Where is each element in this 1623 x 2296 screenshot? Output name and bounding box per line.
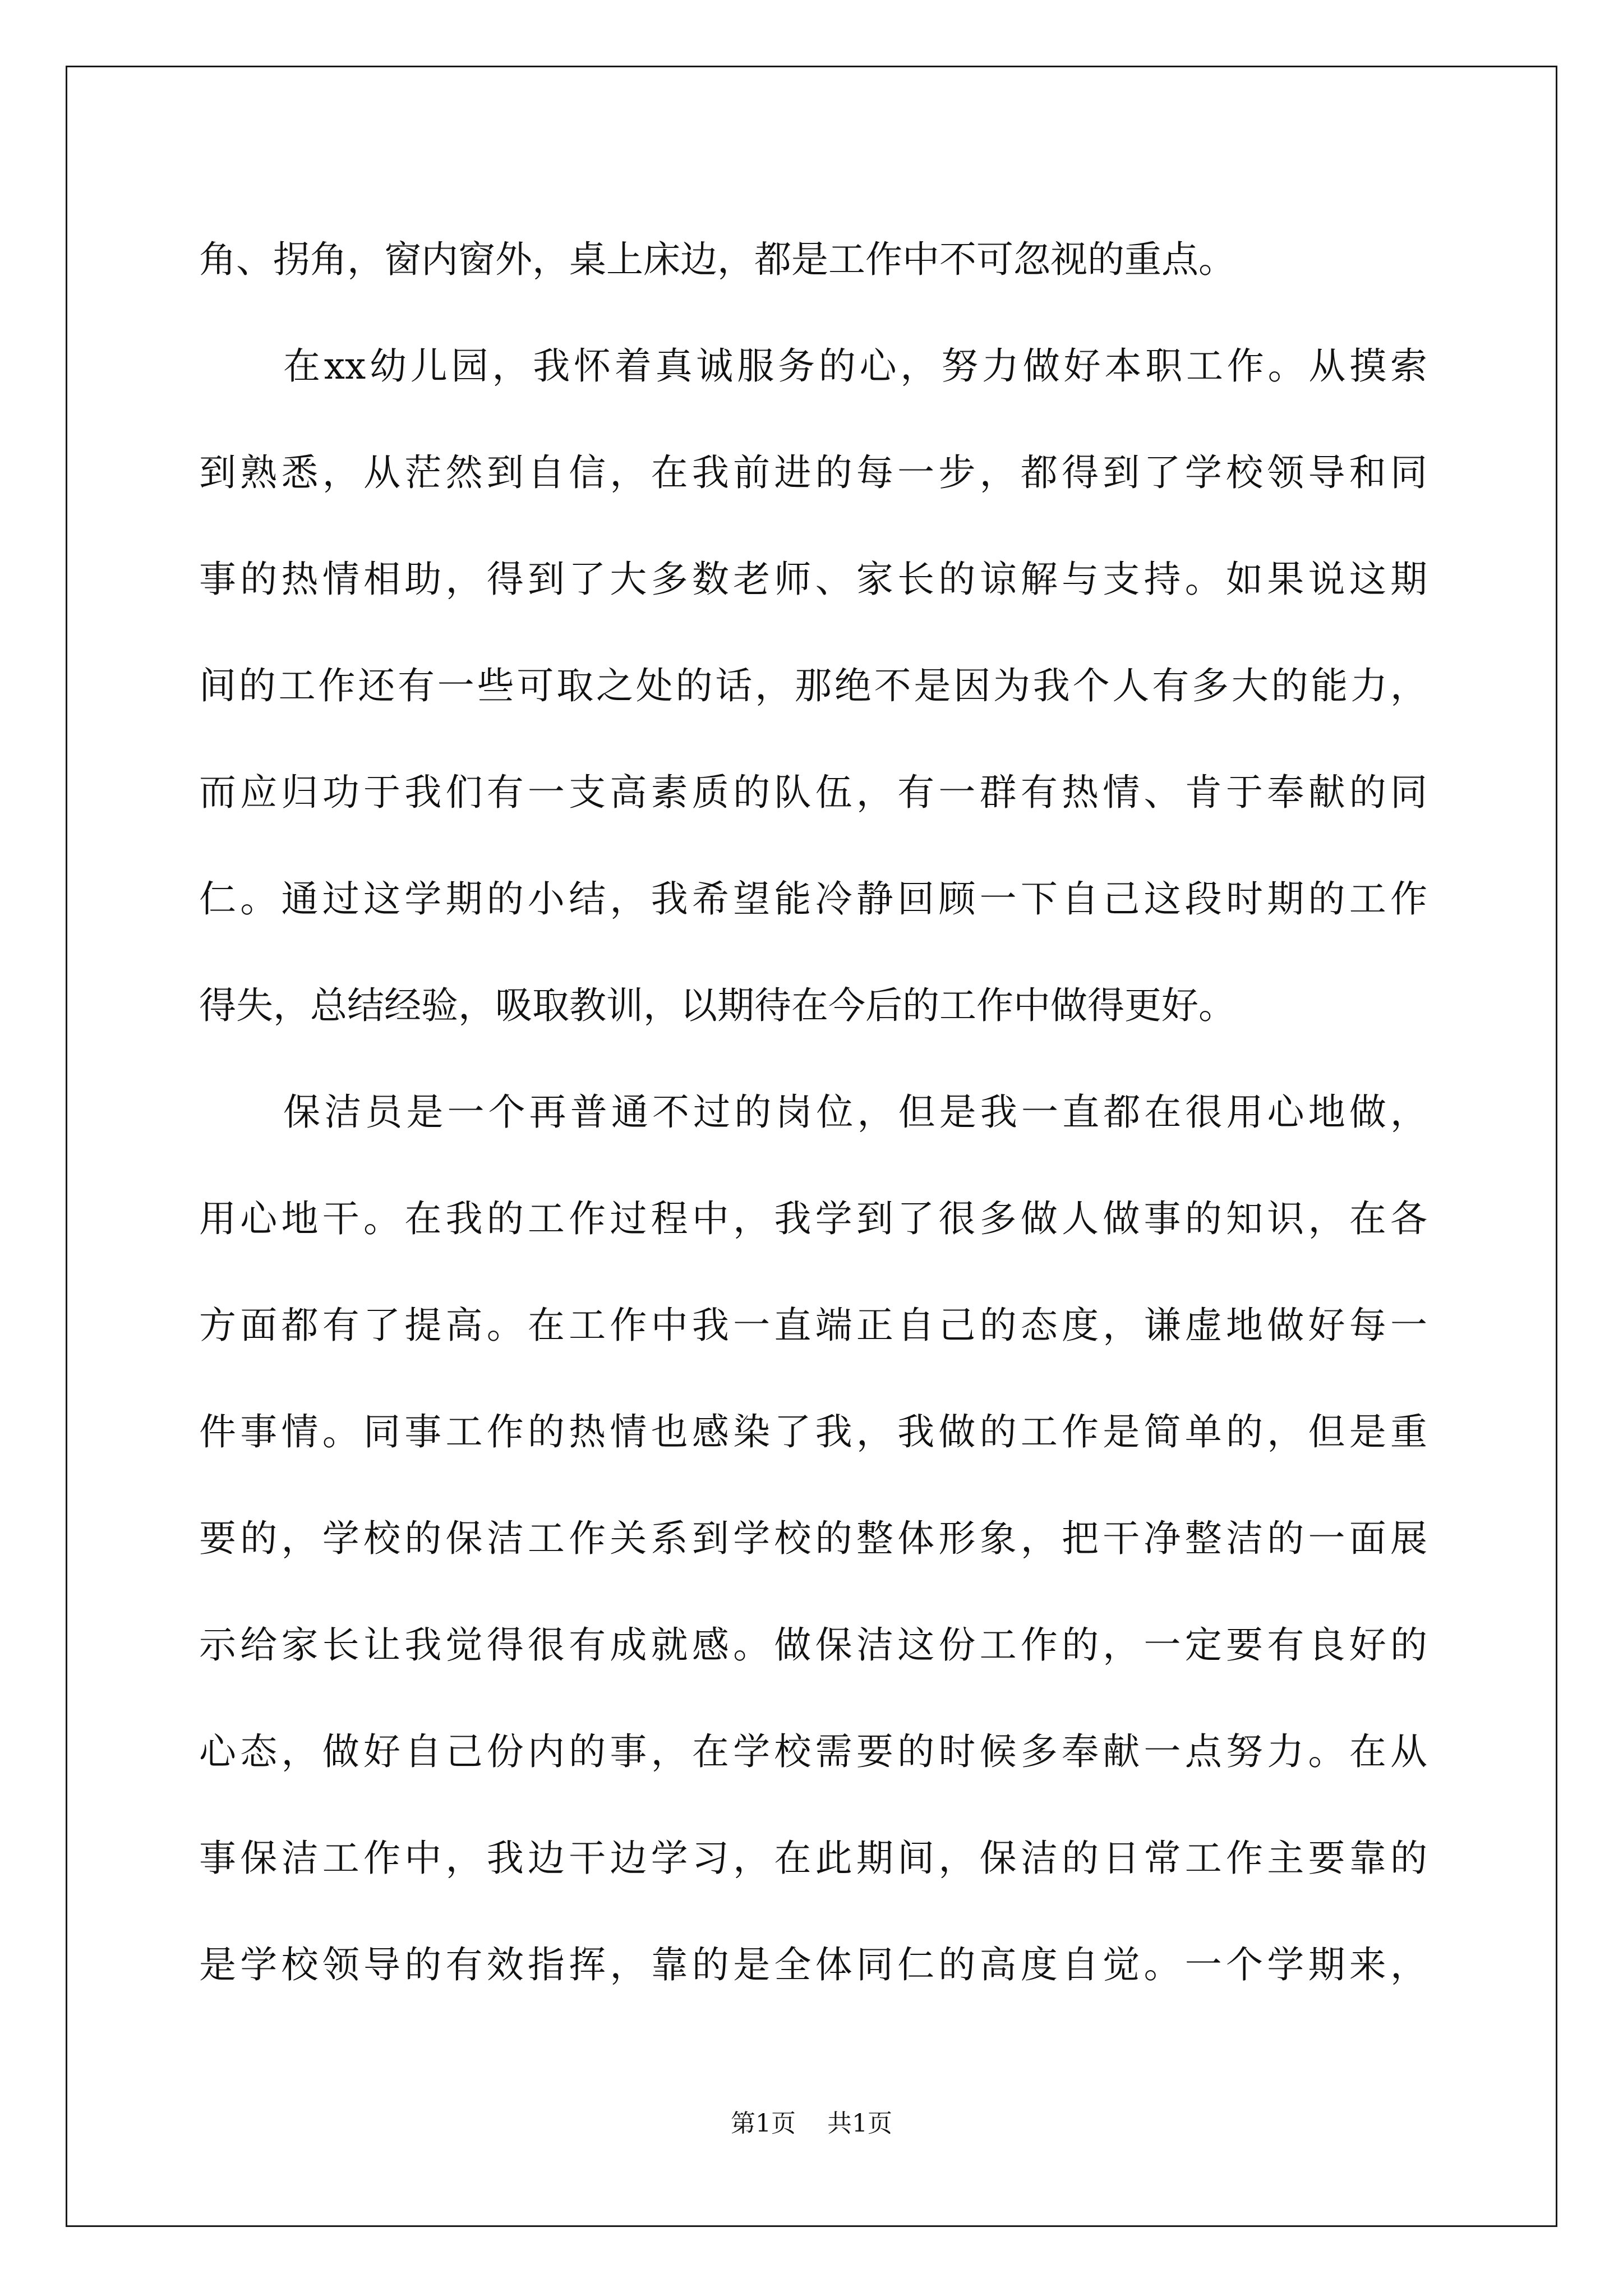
paragraph-first-line: 保洁员是一个再普通不过的岗位，但是我一直都在很用心地做， [283,1091,1427,1134]
text-line: 事的热情相助，得到了大多数老师、家长的谅解与支持。如果说这期 [199,558,1427,601]
text-line: 用心地干。在我的工作过程中，我学到了很多做人做事的知识，在各 [199,1197,1427,1240]
text-line: 到熟悉，从茫然到自信，在我前进的每一步，都得到了学校领导和同 [199,451,1427,494]
text-line: 示给家长让我觉得很有成就感。做保洁这份工作的，一定要有良好的 [199,1623,1427,1667]
text-line: 心态，做好自己份内的事，在学校需要的时候多奉献一点努力。在从 [199,1730,1427,1773]
page-number: 第1页 [731,2109,796,2138]
text-line: 事保洁工作中，我边干边学习，在此期间，保洁的日常工作主要靠的 [199,1837,1427,1880]
text-line: 要的，学校的保洁工作关系到学校的整体形象，把干净整洁的一面展 [199,1517,1427,1560]
document-body [199,206,1427,2018]
text-line: 是学校领导的有效指挥，靠的是全体同仁的高度自觉。一个学期来， [199,1943,1427,1986]
text-line: 而应归功于我们有一支高素质的队伍，有一群有热情、肯于奉献的同 [199,771,1427,814]
text-line: 仁。通过这学期的小结，我希望能冷静回顾一下自己这段时期的工作 [199,877,1427,921]
text-line: 得失，总结经验，吸取教训，以期待在今后的工作中做得更好。 [199,984,1235,1027]
text-line: 方面都有了提高。在工作中我一直端正自己的态度，谦虚地做好每一 [199,1304,1427,1347]
text-line: 角、拐角，窗内窗外，桌上床边，都是工作中不可忽视的重点。 [199,238,1235,281]
text-line: 间的工作还有一些可取之处的话，那绝不是因为我个人有多大的能力， [199,664,1427,707]
page-total: 共1页 [827,2109,892,2138]
text-line: 件事情。同事工作的热情也感染了我，我做的工作是简单的，但是重 [199,1410,1427,1453]
paragraph-first-line: 在xx幼儿园，我怀着真诚服务的心，努力做好本职工作。从摸索 [283,344,1427,388]
page-footer [0,2107,1623,2141]
